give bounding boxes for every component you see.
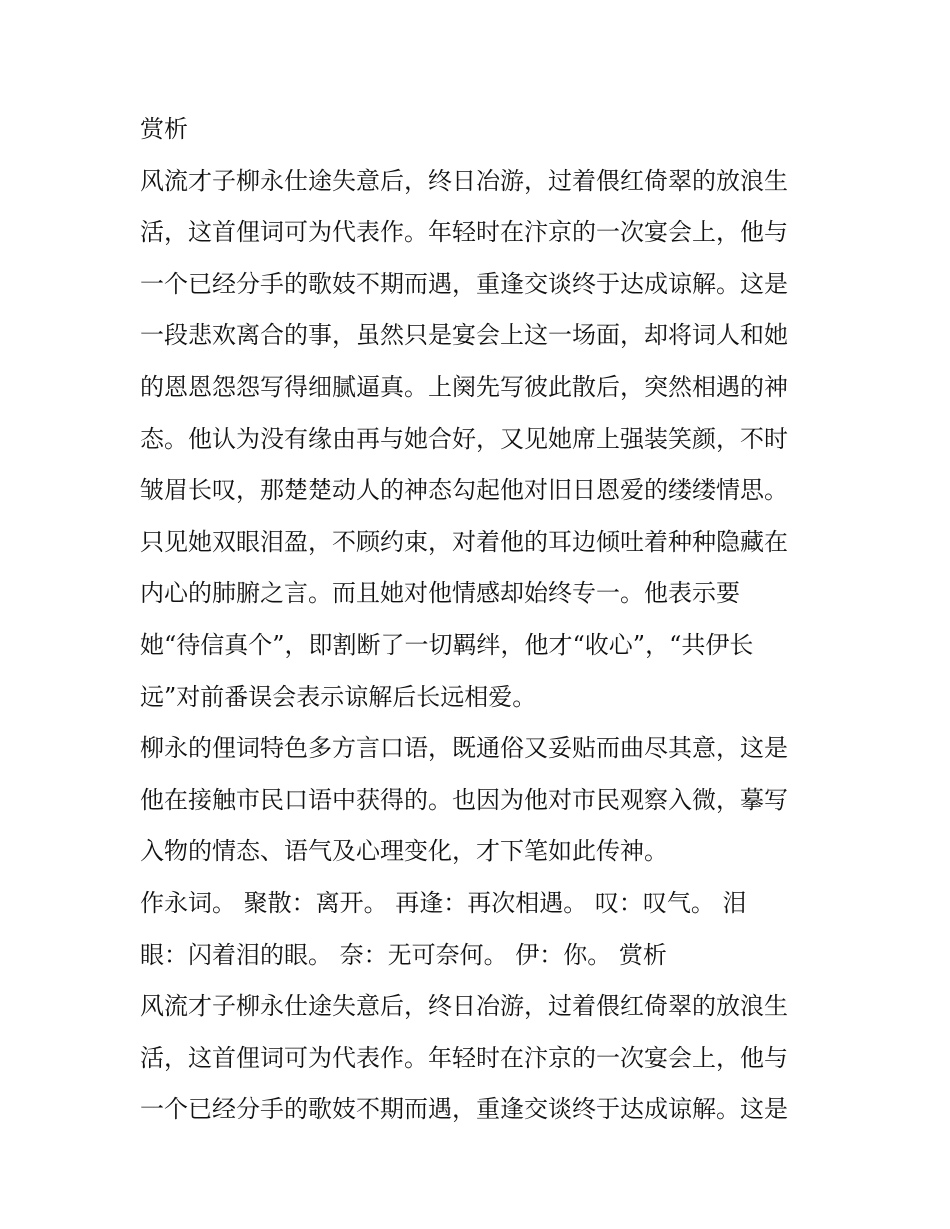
text-line: 远”对前番误会表示谅解后长远相爱。 <box>140 682 537 711</box>
text-line: 入物的情态、语气及心理变化，才下笔如此传神。 <box>140 837 668 866</box>
text-line: 风流才子柳永仕途失意后，终日冶游，过着偎红倚翠的放浪生 <box>140 992 788 1021</box>
text-line: 眼：闪着泪的眼。 奈：无可奈何。 伊：你。 赏析 <box>140 940 667 969</box>
text-line: 柳永的俚词特色多方言口语，既通俗又妥贴而曲尽其意，这是 <box>140 734 788 763</box>
text-line: 风流才子柳永仕途失意后，终日冶游，过着偎红倚翠的放浪生 <box>140 166 788 195</box>
text-line: 只见她双眼泪盈，不顾约束，对着他的耳边倾吐着种种隐藏在 <box>140 527 788 556</box>
text-line: 她“待信真个”，即割断了一切羁绊，他才“收心”，“共伊长 <box>140 630 754 659</box>
text-line: 态。他认为没有缘由再与她合好，又见她席上强装笑颜，不时 <box>140 424 788 453</box>
text-line: 皱眉长叹，那楚楚动人的神态勾起他对旧日恩爱的缕缕情思。 <box>140 476 788 505</box>
text-line: 内心的肺腑之言。而且她对他情感却始终专一。他表示要 <box>140 579 740 608</box>
text-line: 他在接触市民口语中获得的。也因为他对市民观察入微，摹写 <box>140 785 788 814</box>
text-line: 活，这首俚词可为代表作。年轻时在汴京的一次宴会上，他与 <box>140 1043 788 1072</box>
text-line: 一个已经分手的歌妓不期而遇，重逢交谈终于达成谅解。这是 <box>140 1095 788 1124</box>
text-line: 活，这首俚词可为代表作。年轻时在汴京的一次宴会上，他与 <box>140 218 788 247</box>
text-line: 作永词。 聚散：离开。 再逢：再次相遇。 叹：叹气。 泪 <box>140 888 747 917</box>
text-line: 一个已经分手的歌妓不期而遇，重逢交谈终于达成谅解。这是 <box>140 269 788 298</box>
text-line: 的恩恩怨怨写得细腻逼真。上阕先写彼此散后，突然相遇的神 <box>140 372 788 401</box>
text-line: 赏析 <box>140 115 188 143</box>
text-line: 一段悲欢离合的事，虽然只是宴会上这一场面，却将词人和她 <box>140 321 788 350</box>
document-body <box>140 104 812 1136</box>
